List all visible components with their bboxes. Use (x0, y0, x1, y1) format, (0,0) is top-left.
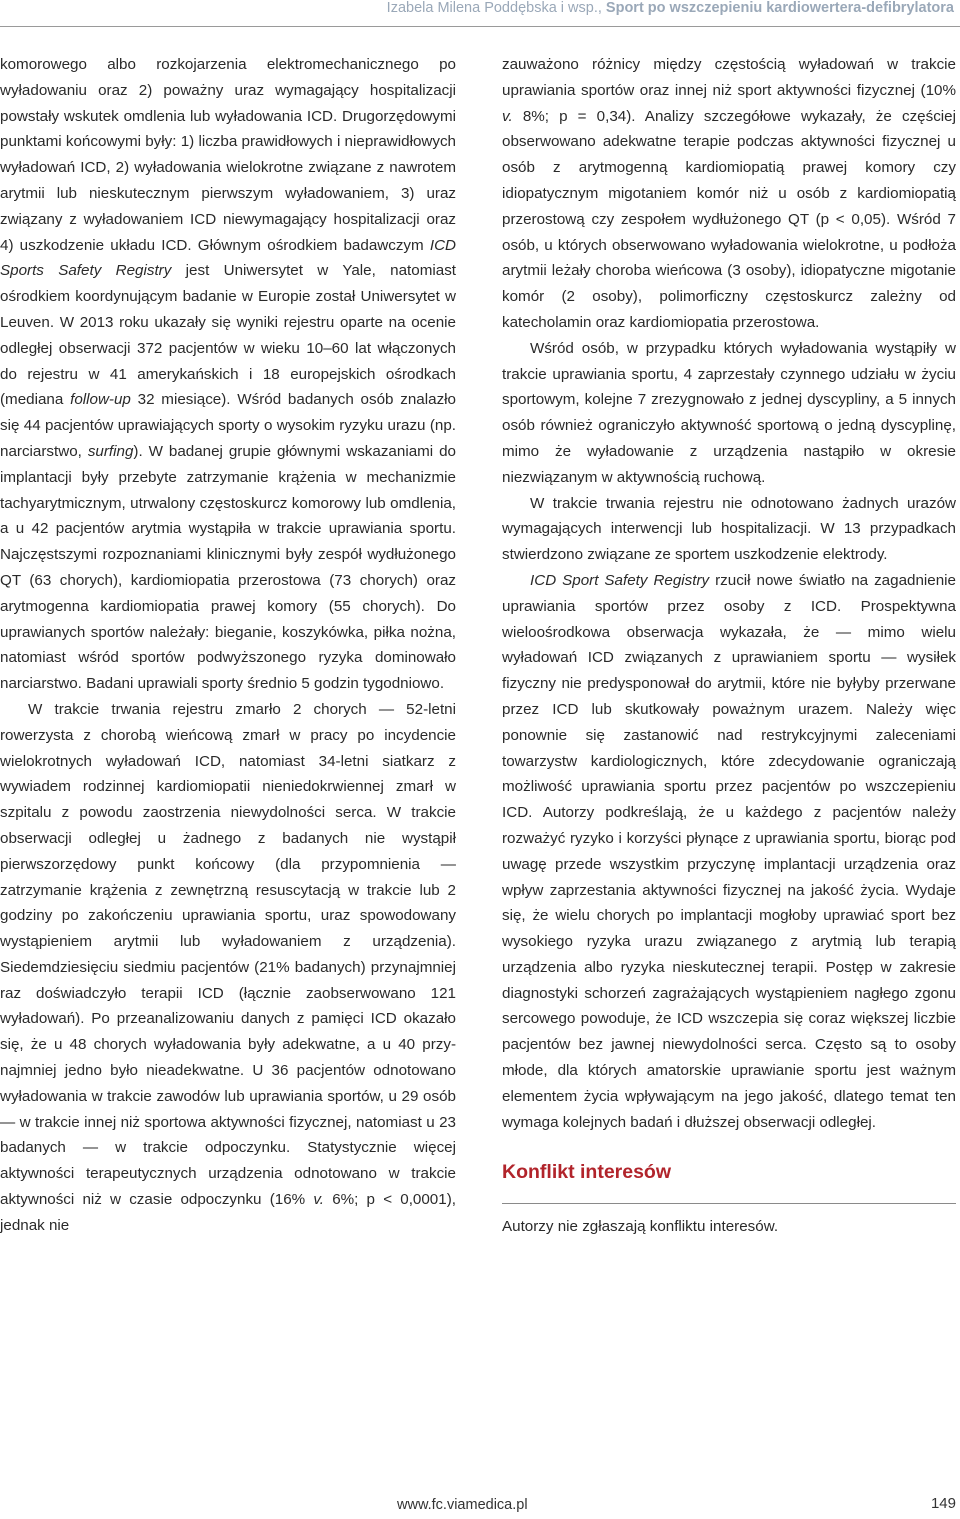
italic-term: surfing (87, 442, 134, 460)
right-paragraph-1: zauważono różnicy między częstością wyładowań w trakcie uprawiania sportów oraz innej niż sport aktywności fizycznej (10% v. 8%; p = 0,34). Analizy szczegółowe wykazały, że częściej obserwowano adekwatne terapie podczas aktywności fizycznej u osób z arytmogenną kardiomiopatią prawej komory czy idiopatycznym migotaniem komór niż u osób z kardiomiopatią przerostową czy zespołem wydłużonego QT (p < 0,05). Wśród 7 osób, u których obserwowano wyładowania wielokrotne, u podłoża arytmii leżały choroba wieńcowa (3 osoby), idiopatyczne migotanie komór (2 osoby), polimorficzny częstoskurcz zależny od katecholamin oraz kardiomiopatia przerostowa. (502, 56, 956, 331)
conflict-of-interest-text: Autorzy nie zgłaszają konfliktu interesów. (502, 1218, 779, 1236)
header-divider (0, 26, 960, 27)
left-column (0, 52, 456, 1239)
footer-url: www.fc.viamedica.pl (397, 1497, 528, 1513)
italic-term: v. (502, 107, 513, 125)
italic-term: ICD Sports Safety Registry (0, 236, 456, 280)
italic-term: ICD Sport Safety Registry (530, 571, 710, 589)
right-paragraph-2: Wśród osób, w przypadku których wyładowania wystąpiły w trakcie uprawiania sportu, 4 zaprzestały czynnego udziału w życiu sportowym, kolejne 7 zrezygnowało z jednej dyscypliny, a 5 innych osób również ograniczyło aktywność sportową o jedną dyscyplinę, mimo że wyładowanie z urządzenia nastąpiło w okresie niezwiązanym w aktywnością ruchową. (502, 339, 956, 486)
right-paragraph-4: ICD Sport Safety Registry rzucił nowe światło na zagadnienie uprawiania sportów przez osoby z ICD. Prospektywna wieloośrodkowa obserwacja wykazała, że — mimo wielu wyładowań ICD związanych z uprawianiem sportu — wysiłek fizyczny nie predysponował do arytmii, które nie byłyby przerwane przez ICD lub skutkowały poważnym urazem. Należy więc ponownie się zastanowić nad restrykcyjnymi zaleceniami towarzystw kardiologicznych, które zdecydowanie ograniczają możliwość uprawiania sportu przez pacjentów po wszczepieniu ICD. Autorzy podkreślają, że u każdego z pacjentów należy rozważyć ryzyko i korzyści płynące z uprawiania sportu, biorąc pod uwagę przede wszystkim przyczynę implantacji urządzenia oraz wpływ zaprzestania aktywności fizycznej na jakość życia. Wydaje się, że wielu chorych po implantacji mogłoby uprawiać sport bez wysokiego ryzyka urazu związanego z arytmią lub terapią urządzenia albo ryzyka nieskutecznej terapii. Postęp w zakresie diagnostyki schorzeń zagrażających wystąpieniem nagłego zgonu sercowego powoduje, że ICD wszczepia się coraz większej liczbie pacjentów bez jawnej niewydolności serca. Często są to osoby młode, dla których amatorskie uprawianie sportu jest ważnym elementem życia wpływającym na jego jakość, dlatego temat ten wymaga kolejnych badań i dłuższej obserwacji odległej. (502, 571, 956, 1131)
section-divider (502, 1203, 956, 1204)
italic-term: follow-up (70, 391, 131, 409)
italic-term: v. (313, 1191, 325, 1209)
left-paragraph-1: komorowego albo rozkojarzenia elektromechanicznego po wyładowaniu oraz 2) poważny uraz wymagający hospitalizacji powstały wskutek omdlenia lub wyładowania ICD. Drugorzędowymi punktami końcowymi były: 1) liczba prawidłowych i nieprawidłowych wyładowań ICD, 2) wyładowania wielokrotne związane z nawrotem arytmii lub nieskutecznym pierwszym wyładowaniem, 3) uraz związany z wyładowaniem ICD niewymagający hospitalizacji oraz 4) uszkodzenie układu ICD. Głównym ośrodkiem badawczym ICD Sports Safety Registry jest Uniwersytet w Yale, natomiast ośrodkiem koordynującym badanie w Europie został Uniwersytet w Leuven. W 2013 roku ukazały się wyniki rejestru oparte na ocenie odległej obserwacji 372 pacjentów w wieku 10–60 lat włączonych do rejestru w 41 amerykańskich i 18 europejskich ośrodkach (mediana follow-up 32 miesiące). Wśród badanych osób znalazło się 44 pacjentów uprawiających sporty o wysokim ryzyku urazu (np. narciarstwo, surfing). W badanej grupie głównymi wskazaniami do implantacji były przebyte zatrzymanie krążenia w mechanizmie tachyarytmicznym, utrwalony częstoskurcz komorowy lub omdlenia, a u 42 pacjentów arytmia wystąpiła w trakcie uprawiania sportu. Najczęstszymi rozpoznaniami klinicznymi były zespół wydłużonego QT (63 chorych), kardiomiopatia przerostowa (73 chorych) oraz arytmogenna kardiomiopatia prawej komory (55 chorych). Do uprawianych sportów należały: bieganie, koszykówka, piłka nożna, natomiast wśród sportów podwyższonego ryzyka dominowało narciarstwo. Badani uprawiali sporty średnio 5 godzin tygodniowo. (0, 56, 457, 693)
right-column (502, 52, 956, 1240)
page-number: 149 (930, 1495, 956, 1512)
left-paragraph-2: W trakcie trwania rejestru zmarło 2 chorych — 52-letni rowerzysta z chorobą wieńcową zmarł w pracy po incydencie wielokrotnych wyładowań ICD, natomiast 34-letni siatkarz z wywiadem rodzinnej kardiomiopatii nieniedokrwiennej zmarł w szpitalu z powodu zaostrzenia niewydolności serca. W trakcie obserwacji odległej u żadnego z badanych nie wystąpił pierwszorzędowy punkt końcowy (dla przypomnienia — zatrzymanie krążenia z zewnętrzną resuscytacją w trakcie lub 2 godziny po zakończeniu uprawiania sportu, uraz spowodowany wystąpieniem arytmii lub wyładowaniem z urządzenia). Siedemdziesięciu siedmiu pacjentów (21% badanych) przynajmniej raz doświadczyło terapii ICD (łącznie zaobserwowano 121 wyładowań). Po przeanalizowaniu danych z pamięci ICD okazało się, że u 48 chorych wyładowania były adekwatne, a u 40 przynajmniej jedno było nieadekwatne. U 36 pacjentów odnotowano wyładowania w trakcie zawodów lub uprawiania sportów, u 29 osób — w trakcie innej niż sportowa aktywności fizycznej, natomiast u 23 badanych — w trakcie odpoczynku. Statystycznie więcej aktywności terapeutycznych urządzenia odnotowano w trakcie aktywności niż w czasie odpoczynku (16% v. 6%; p < 0,0001), jednak nie (0, 700, 456, 1234)
conflict-of-interest-heading: Konflikt interesów (502, 1161, 672, 1184)
right-paragraph-3: W trakcie trwania rejestru nie odnotowano żadnych urazów wymagających interwencji lub hospitalizacji. W 13 przypadkach stwierdzono związane ze sportem uszkodzenie elektrody. (502, 494, 956, 564)
header-authors: Izabela Milena Poddębska i wsp., (386, 0, 602, 16)
running-header (0, 0, 960, 20)
header-title: Sport po wszczepieniu kardiowertera-defibrylatora (605, 0, 954, 16)
